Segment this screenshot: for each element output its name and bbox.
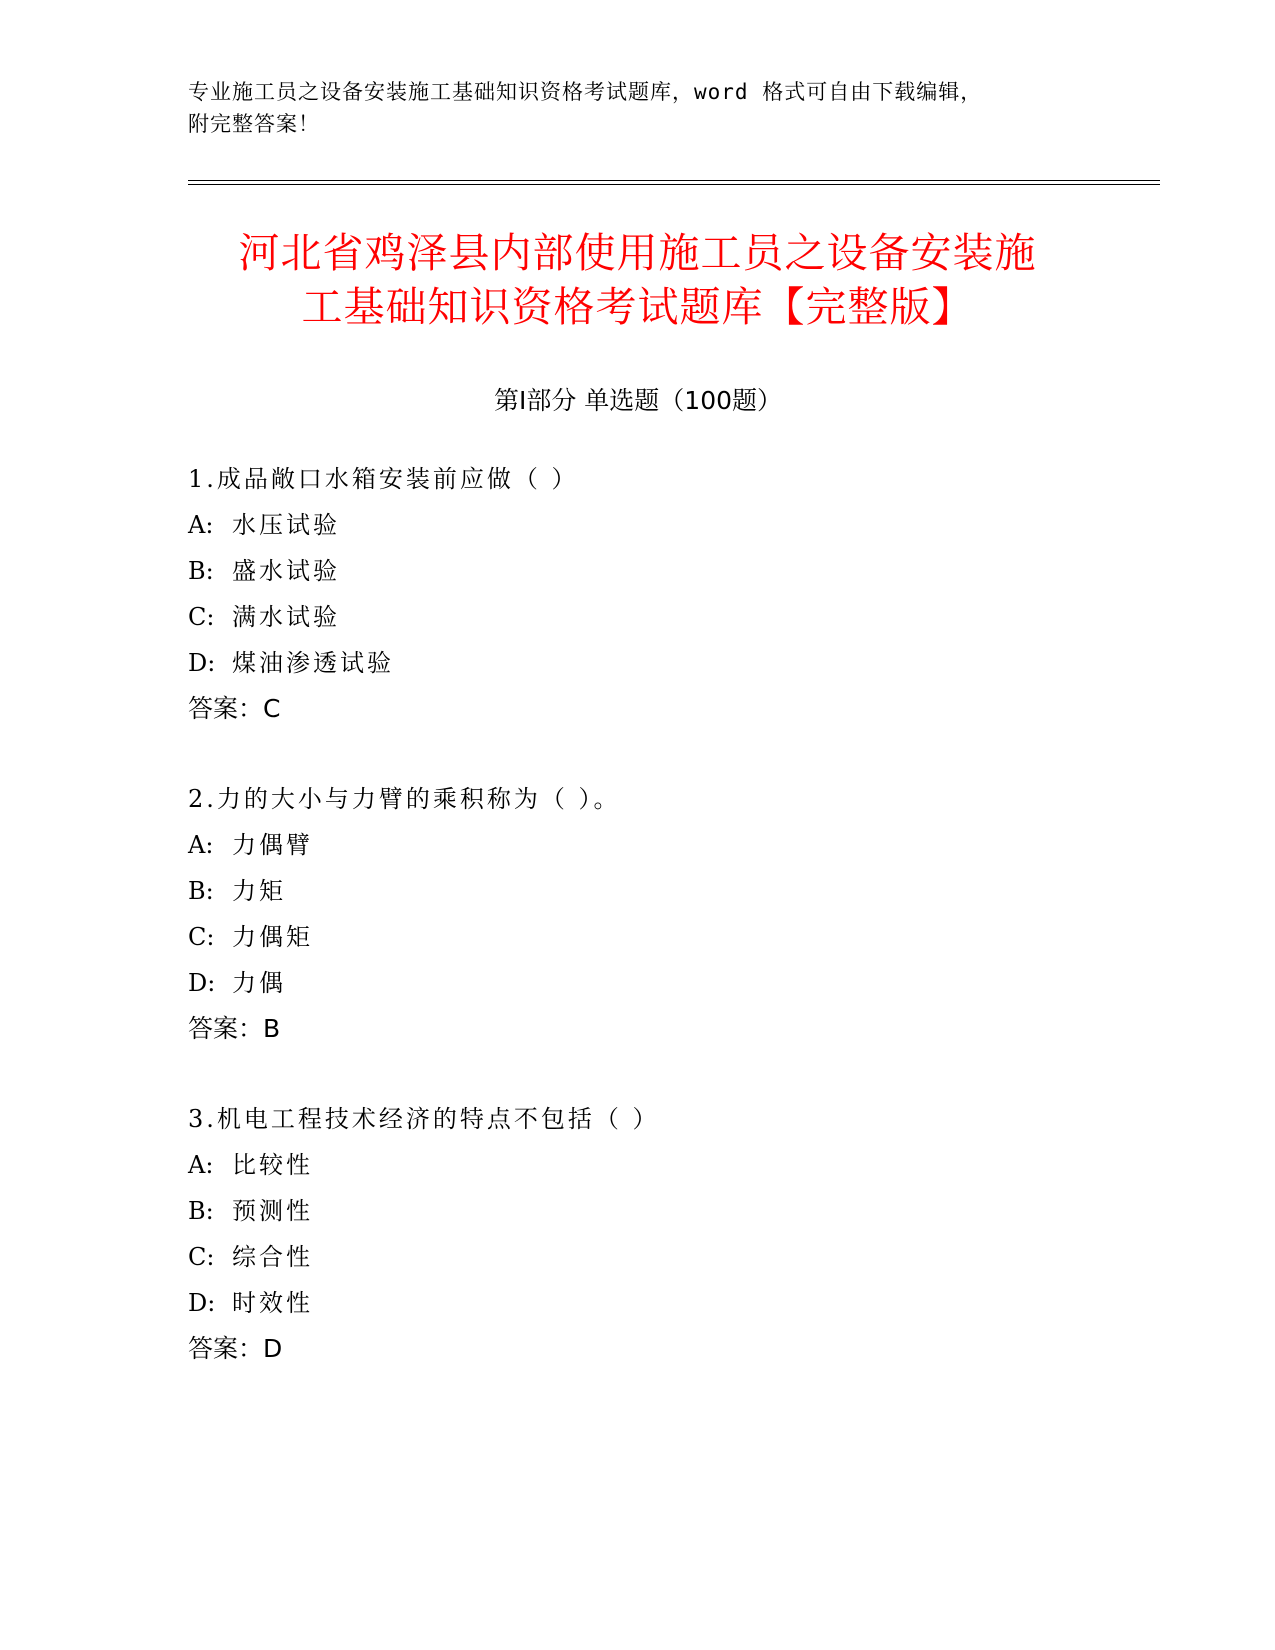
option-text: 力偶矩 [232,923,313,951]
option-key: B: [188,1197,214,1225]
option-b [188,1188,1088,1234]
option-key: A: [188,831,214,859]
answer: 答案：C [188,694,281,723]
header-note-line-1: 专业施工员之设备安装施工基础知识资格考试题库，word 格式可自由下载编辑， [188,80,983,104]
option-key: B: [188,557,214,585]
document-title-line-2: 工基础知识资格考试题库【完整版】 [301,283,974,331]
section-heading: 第Ⅰ部分 单选题（100题） [493,386,783,415]
option-key: D: [188,649,216,677]
document-title-line-1: 河北省鸡泽县内部使用施工员之设备安装施 [238,229,1037,277]
option-d [188,960,1088,1006]
option-text: 预测性 [232,1197,313,1225]
header-divider [188,180,1160,185]
option-key: C: [188,603,215,631]
option-c [188,1234,1088,1280]
option-text: 比较性 [232,1151,313,1179]
option-key: D: [188,969,216,997]
option-key: A: [188,1151,214,1179]
option-d [188,1280,1088,1326]
option-text: 力矩 [232,877,286,905]
option-text: 满水试验 [232,603,340,631]
option-key: A: [188,511,214,539]
question-stem: 1.成品敞口水箱安装前应做（ ） [188,465,579,493]
question-3 [188,1096,1088,1372]
option-a [188,502,1088,548]
option-text: 力偶 [232,969,286,997]
option-a [188,1142,1088,1188]
option-text: 煤油渗透试验 [232,649,394,677]
option-text: 时效性 [232,1289,313,1317]
answer: 答案：D [188,1334,283,1363]
option-a [188,822,1088,868]
option-b [188,548,1088,594]
header-note [188,76,1068,140]
option-text: 盛水试验 [232,557,340,585]
option-d [188,640,1088,686]
option-text: 水压试验 [232,511,340,539]
option-c [188,594,1088,640]
question-stem: 2.力的大小与力臂的乘积称为（ ）。 [188,785,621,813]
header-note-line-2: 附完整答案！ [188,112,320,136]
question-2 [188,776,1088,1052]
option-key: C: [188,923,215,951]
option-text: 综合性 [232,1243,313,1271]
document-title [150,226,1125,334]
option-key: D: [188,1289,216,1317]
option-key: B: [188,877,214,905]
option-c [188,914,1088,960]
question-1 [188,456,1088,732]
option-b [188,868,1088,914]
option-text: 力偶臂 [232,831,313,859]
question-stem: 3.机电工程技术经济的特点不包括（ ） [188,1105,660,1133]
option-key: C: [188,1243,215,1271]
answer: 答案：B [188,1014,281,1043]
